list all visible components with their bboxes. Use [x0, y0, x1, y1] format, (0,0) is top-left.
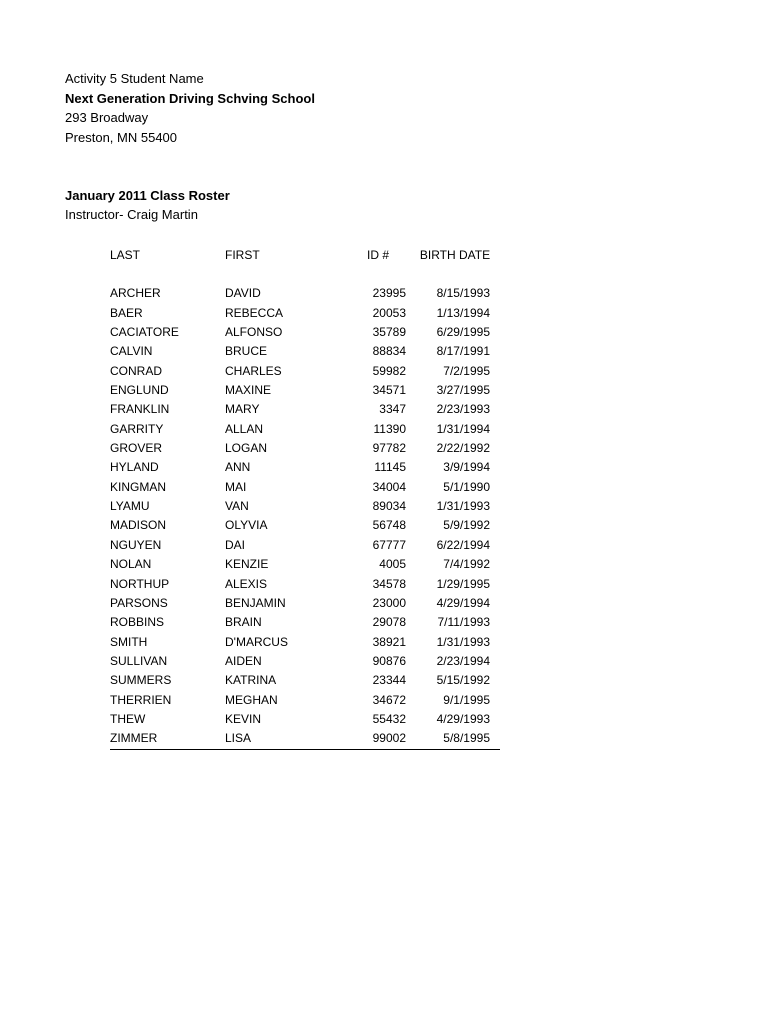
cell-last-name: CONRAD [110, 363, 163, 378]
table-row [110, 400, 500, 419]
column-header-id: ID # [366, 248, 389, 262]
cell-last-name: SULLIVAN [110, 653, 168, 668]
cell-birth-date: 1/31/1994 [436, 421, 490, 436]
cell-first-name: OLYVIA [225, 518, 268, 533]
cell-last-name: SMITH [110, 634, 148, 649]
roster-title: January 2011 Class Roster [65, 188, 230, 203]
cell-birth-date: 9/1/1995 [443, 692, 490, 707]
table-row [110, 633, 500, 652]
cell-last-name: BAER [110, 305, 143, 320]
table-row [110, 284, 500, 303]
cell-birth-date: 7/2/1995 [443, 363, 490, 378]
table-row [110, 304, 500, 323]
cell-birth-date: 1/13/1994 [436, 305, 490, 320]
table-row [110, 575, 500, 594]
table-row [110, 420, 500, 439]
cell-birth-date: 5/8/1995 [443, 731, 490, 746]
cell-last-name: NOLAN [110, 557, 152, 572]
cell-id-number: 34004 [372, 479, 406, 494]
cell-birth-date: 4/29/1993 [436, 711, 490, 726]
cell-first-name: REBECCA [225, 305, 284, 320]
cell-birth-date: 3/9/1994 [443, 460, 490, 475]
cell-last-name: THEW [110, 711, 146, 726]
table-row [110, 555, 500, 574]
cell-id-number: 20053 [372, 305, 406, 320]
cell-last-name: FRANKLIN [110, 402, 170, 417]
table-row [110, 594, 500, 613]
column-header-first: FIRST [225, 248, 260, 262]
cell-id-number: 56748 [372, 518, 406, 533]
cell-id-number: 34578 [372, 576, 406, 591]
table-row [110, 497, 500, 516]
cell-first-name: MEGHAN [225, 692, 278, 707]
cell-first-name: KEVIN [225, 711, 262, 726]
school-name: Next Generation Driving Schving School [65, 91, 315, 106]
cell-id-number: 34672 [372, 692, 406, 707]
cell-id-number: 35789 [372, 325, 406, 340]
cell-id-number: 97782 [372, 441, 406, 456]
cell-id-number: 59982 [372, 363, 406, 378]
cell-first-name: KENZIE [225, 557, 269, 572]
cell-last-name: GARRITY [110, 421, 164, 436]
table-row [110, 729, 500, 749]
table-header-row [110, 246, 500, 265]
student-name-line: Activity 5 Student Name [65, 71, 204, 86]
cell-id-number: 11145 [374, 460, 406, 475]
cell-first-name: LOGAN [225, 441, 268, 456]
cell-birth-date: 1/31/1993 [436, 499, 490, 514]
cell-id-number: 38921 [372, 634, 406, 649]
cell-birth-date: 5/9/1992 [443, 518, 490, 533]
cell-birth-date: 5/1/1990 [443, 479, 490, 494]
cell-id-number: 23000 [372, 595, 406, 610]
table-body [110, 284, 500, 749]
cell-last-name: ARCHER [110, 286, 161, 301]
cell-birth-date: 3/27/1995 [436, 383, 490, 398]
table-row [110, 362, 500, 381]
cell-birth-date: 7/4/1992 [443, 557, 490, 572]
cell-birth-date: 8/17/1991 [436, 344, 490, 359]
cell-last-name: PARSONS [110, 595, 168, 610]
cell-first-name: LISA [225, 731, 252, 746]
cell-id-number: 67777 [372, 537, 406, 552]
cell-first-name: BENJAMIN [225, 595, 286, 610]
cell-id-number: 3347 [379, 402, 406, 417]
cell-first-name: ALFONSO [225, 325, 283, 340]
column-header-birth-date: BIRTH DATE [419, 248, 491, 262]
cell-id-number: 11390 [373, 421, 406, 436]
cell-first-name: ALLAN [225, 421, 264, 436]
cell-first-name: VAN [225, 499, 249, 514]
cell-first-name: D'MARCUS [225, 634, 288, 649]
school-city-state-zip: Preston, MN 55400 [65, 130, 178, 145]
cell-birth-date: 1/29/1995 [436, 576, 490, 591]
cell-id-number: 99002 [372, 731, 406, 746]
cell-id-number: 88834 [372, 344, 406, 359]
cell-id-number: 89034 [372, 499, 406, 514]
table-row [110, 381, 500, 400]
table-row [110, 342, 500, 361]
cell-last-name: LYAMU [110, 499, 150, 514]
column-header-last: LAST [110, 248, 141, 262]
cell-last-name: ENGLUND [110, 383, 169, 398]
table-row [110, 323, 500, 342]
cell-first-name: AIDEN [225, 653, 262, 668]
cell-birth-date: 5/15/1992 [436, 673, 490, 688]
cell-first-name: MAI [225, 479, 247, 494]
table-row [110, 691, 500, 710]
cell-first-name: DAI [225, 537, 246, 552]
cell-id-number: 55432 [372, 711, 406, 726]
class-roster-table [110, 246, 500, 750]
cell-birth-date: 6/29/1995 [436, 325, 490, 340]
school-street-address: 293 Broadway [65, 110, 149, 125]
cell-last-name: HYLAND [110, 460, 159, 475]
cell-birth-date: 4/29/1994 [436, 595, 490, 610]
table-row [110, 710, 500, 729]
cell-first-name: KATRINA [225, 673, 277, 688]
cell-first-name: MAXINE [225, 383, 272, 398]
cell-id-number: 23344 [372, 673, 406, 688]
cell-last-name: MADISON [110, 518, 167, 533]
table-row [110, 613, 500, 632]
cell-first-name: BRUCE [225, 344, 268, 359]
cell-birth-date: 7/11/1993 [437, 615, 490, 630]
table-row [110, 478, 500, 497]
cell-first-name: BRAIN [225, 615, 262, 630]
cell-birth-date: 2/22/1992 [436, 441, 490, 456]
cell-birth-date: 2/23/1994 [436, 653, 490, 668]
cell-last-name: THERRIEN [110, 692, 172, 707]
table-row [110, 516, 500, 535]
cell-last-name: GROVER [110, 441, 163, 456]
table-row [110, 458, 500, 477]
cell-first-name: CHARLES [225, 363, 282, 378]
cell-last-name: KINGMAN [110, 479, 167, 494]
table-row [110, 439, 500, 458]
table-row [110, 671, 500, 690]
cell-id-number: 29078 [372, 615, 406, 630]
cell-birth-date: 2/23/1993 [436, 402, 490, 417]
cell-last-name: ROBBINS [110, 615, 165, 630]
cell-first-name: DAVID [225, 286, 261, 301]
cell-last-name: ZIMMER [110, 731, 158, 746]
cell-id-number: 4005 [379, 557, 406, 572]
cell-id-number: 90876 [372, 653, 406, 668]
cell-birth-date: 1/31/1993 [436, 634, 490, 649]
table-row [110, 652, 500, 671]
cell-birth-date: 8/15/1993 [436, 286, 490, 301]
cell-first-name: MARY [225, 402, 260, 417]
instructor-line: Instructor- Craig Martin [65, 207, 198, 222]
table-row [110, 536, 500, 555]
cell-birth-date: 6/22/1994 [436, 537, 490, 552]
cell-first-name: ALEXIS [225, 576, 268, 591]
cell-id-number: 34571 [372, 383, 406, 398]
cell-id-number: 23995 [372, 286, 406, 301]
cell-first-name: ANN [225, 460, 251, 475]
cell-last-name: NGUYEN [110, 537, 162, 552]
cell-last-name: CALVIN [110, 344, 153, 359]
cell-last-name: NORTHUP [110, 576, 170, 591]
cell-last-name: CACIATORE [110, 325, 179, 340]
cell-last-name: SUMMERS [110, 673, 172, 688]
